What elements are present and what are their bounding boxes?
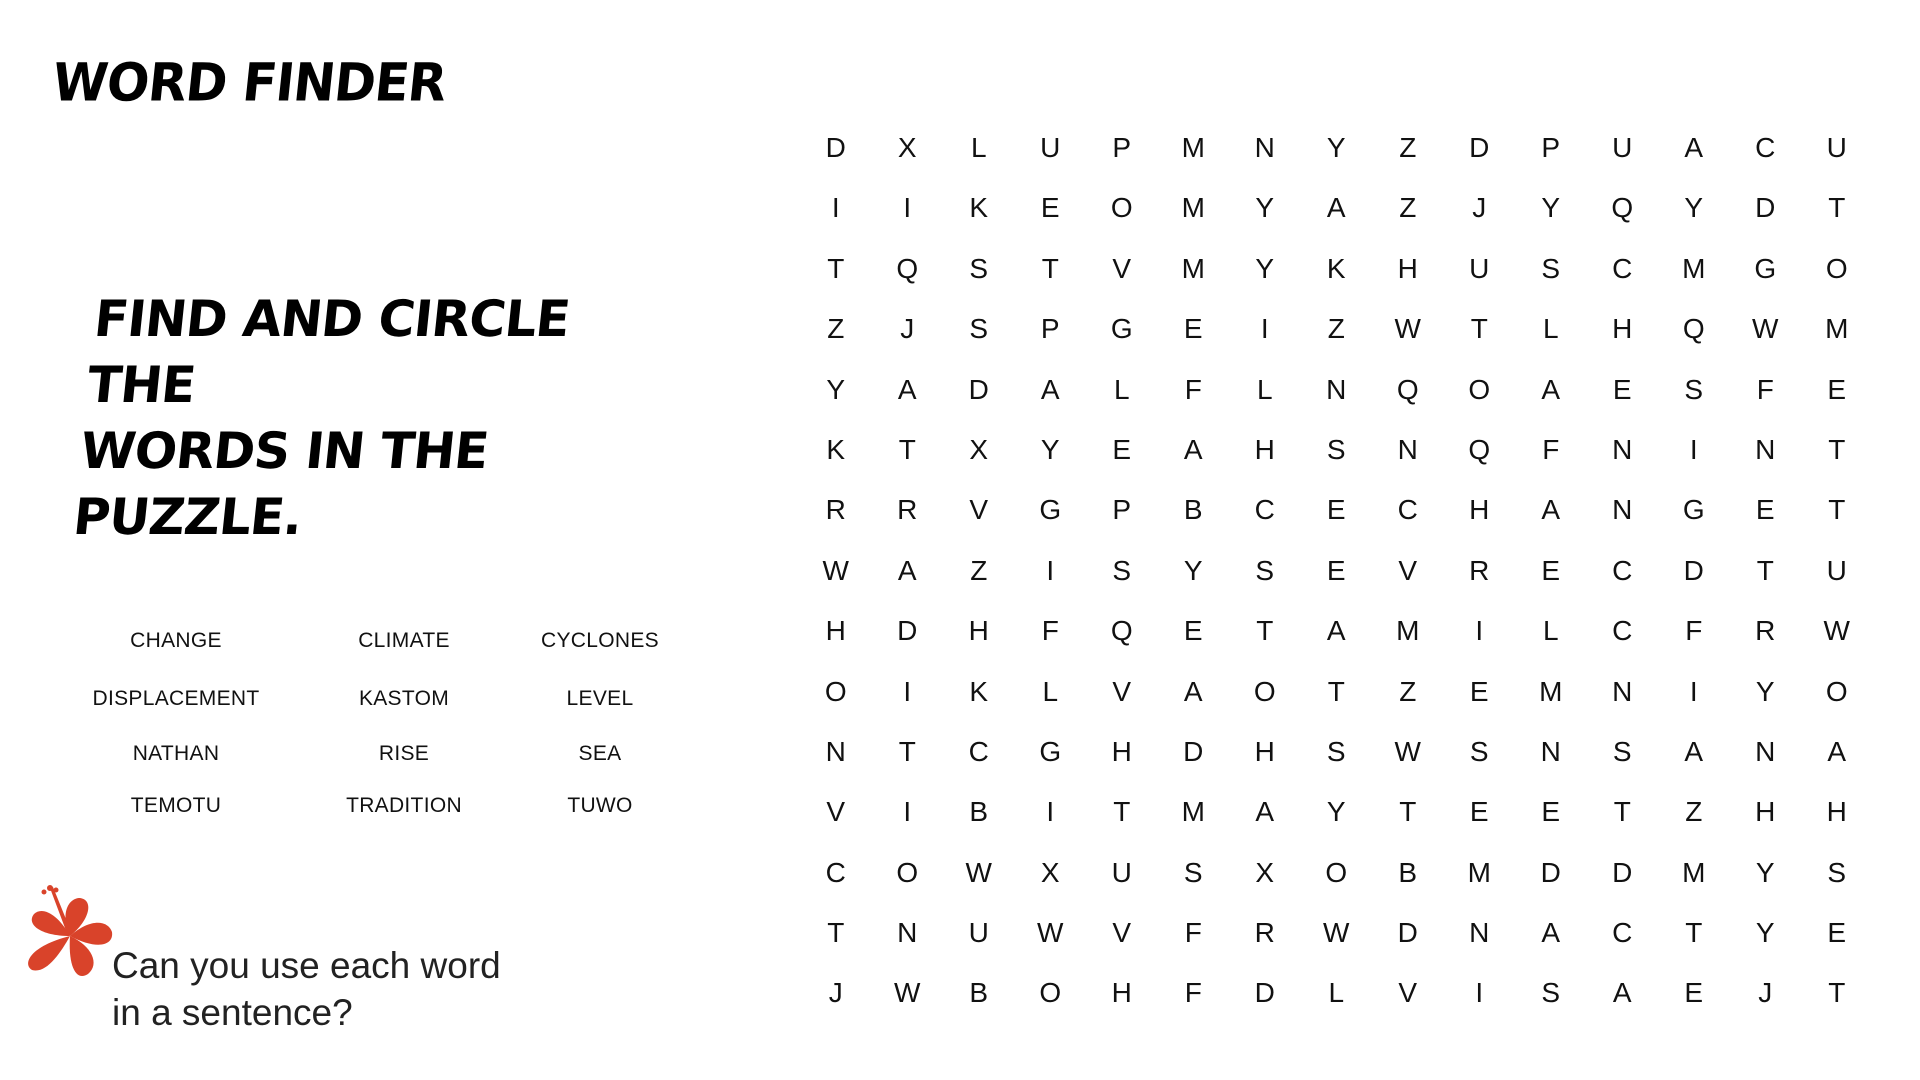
- grid-cell[interactable]: I: [1046, 796, 1055, 828]
- grid-cell[interactable]: N: [825, 735, 846, 767]
- grid-cell[interactable]: V: [826, 796, 846, 828]
- grid-cell[interactable]: W: [1823, 615, 1850, 647]
- grid-cell[interactable]: T: [1113, 796, 1131, 828]
- grid-cell[interactable]: E: [1541, 796, 1561, 828]
- grid-cell[interactable]: U: [1469, 252, 1490, 284]
- grid-cell[interactable]: D: [1540, 856, 1561, 888]
- grid-cell[interactable]: T: [898, 735, 916, 767]
- grid-cell[interactable]: M: [1682, 252, 1706, 284]
- grid-cell[interactable]: D: [1469, 132, 1490, 163]
- grid-cell[interactable]: H: [1612, 313, 1633, 345]
- grid-cell[interactable]: M: [1181, 252, 1205, 284]
- grid-cell[interactable]: T: [827, 917, 845, 949]
- grid-cell[interactable]: P: [1112, 494, 1132, 526]
- grid-cell[interactable]: Z: [1685, 796, 1703, 828]
- grid-cell[interactable]: T: [898, 433, 916, 465]
- grid-cell[interactable]: A: [1684, 735, 1704, 767]
- grid-cell[interactable]: H: [1254, 433, 1275, 465]
- grid-cell[interactable]: E: [1469, 675, 1489, 707]
- grid-cell[interactable]: X: [897, 132, 917, 163]
- grid-cell[interactable]: A: [1326, 192, 1346, 224]
- grid-cell[interactable]: Q: [1396, 373, 1419, 405]
- grid-cell[interactable]: T: [1256, 615, 1274, 647]
- grid-cell[interactable]: C: [1755, 132, 1776, 163]
- grid-cell[interactable]: W: [1323, 917, 1350, 949]
- grid-cell[interactable]: G: [1682, 494, 1705, 526]
- grid-cell[interactable]: I: [1689, 433, 1698, 465]
- word-item: SEA: [578, 742, 622, 765]
- grid-cell[interactable]: F: [1184, 977, 1202, 1009]
- grid-cell[interactable]: H: [968, 615, 989, 647]
- grid-cell[interactable]: W: [1394, 313, 1421, 345]
- grid-cell[interactable]: U: [1612, 132, 1633, 163]
- grid-cell[interactable]: S: [1183, 856, 1203, 888]
- grid-cell[interactable]: T: [1828, 977, 1846, 1009]
- grid-cell[interactable]: F: [1756, 373, 1774, 405]
- grid-cell[interactable]: Y: [1684, 192, 1704, 224]
- grid-cell[interactable]: C: [1612, 615, 1633, 647]
- grid-cell[interactable]: E: [1326, 554, 1346, 586]
- grid-cell[interactable]: A: [1541, 494, 1561, 526]
- word-item: DISPLACEMENT: [92, 687, 260, 710]
- grid-cell[interactable]: H: [1826, 796, 1847, 828]
- grid-cell[interactable]: Z: [970, 554, 988, 586]
- grid-cell[interactable]: T: [1828, 494, 1846, 526]
- hibiscus-icon: [20, 884, 120, 984]
- grid-cell[interactable]: I: [1475, 615, 1484, 647]
- grid-cell[interactable]: W: [822, 554, 849, 586]
- grid-cell[interactable]: A: [1612, 977, 1632, 1009]
- grid-cell[interactable]: T: [827, 252, 845, 284]
- grid-cell[interactable]: F: [1184, 917, 1202, 949]
- grid-cell[interactable]: T: [1327, 675, 1345, 707]
- grid-cell[interactable]: Y: [1255, 252, 1275, 284]
- grid-cell[interactable]: Z: [1399, 675, 1417, 707]
- grid-cell[interactable]: C: [1612, 917, 1633, 949]
- grid-cell[interactable]: U: [1826, 132, 1847, 163]
- grid-cell[interactable]: Y: [1326, 132, 1346, 163]
- grid-cell[interactable]: V: [1398, 554, 1418, 586]
- grid-cell[interactable]: Y: [826, 373, 846, 405]
- grid-cell[interactable]: Y: [1326, 796, 1346, 828]
- grid-cell[interactable]: M: [1467, 856, 1491, 888]
- grid-cell[interactable]: X: [1255, 856, 1275, 888]
- grid-cell[interactable]: B: [969, 977, 989, 1009]
- grid-cell[interactable]: O: [824, 675, 847, 707]
- grid-cell[interactable]: T: [1399, 796, 1417, 828]
- grid-cell[interactable]: Y: [1541, 192, 1561, 224]
- grid-cell[interactable]: E: [1183, 313, 1203, 345]
- grid-cell[interactable]: R: [1755, 615, 1776, 647]
- grid-cell[interactable]: V: [1112, 252, 1132, 284]
- grid-cell[interactable]: O: [1325, 856, 1348, 888]
- grid-cell[interactable]: S: [969, 313, 989, 345]
- grid-cell[interactable]: D: [1254, 977, 1275, 1009]
- grid-cell[interactable]: G: [1039, 494, 1062, 526]
- grid-cell[interactable]: I: [1689, 675, 1698, 707]
- grid-cell[interactable]: H: [1111, 735, 1132, 767]
- grid-cell[interactable]: D: [1755, 192, 1776, 224]
- grid-cell[interactable]: M: [1396, 615, 1420, 647]
- grid-cell[interactable]: J: [900, 313, 915, 345]
- grid-cell[interactable]: Z: [1327, 313, 1345, 345]
- grid-cell[interactable]: I: [831, 192, 840, 224]
- grid-cell[interactable]: L: [1256, 373, 1273, 405]
- grid-cell[interactable]: T: [1685, 917, 1703, 949]
- word-item: LEVEL: [566, 687, 634, 710]
- grid-cell[interactable]: B: [969, 796, 989, 828]
- grid-cell[interactable]: W: [894, 977, 921, 1009]
- grid-cell[interactable]: L: [1542, 615, 1559, 647]
- word-item: CHANGE: [130, 629, 222, 652]
- grid-cell[interactable]: D: [1612, 856, 1633, 888]
- grid-cell[interactable]: A: [1827, 735, 1847, 767]
- word-item: KASTOM: [358, 687, 450, 710]
- grid-cell[interactable]: A: [1326, 615, 1346, 647]
- grid-cell[interactable]: W: [1037, 917, 1064, 949]
- grid-cell[interactable]: E: [1040, 192, 1060, 224]
- word-item: CYCLONES: [541, 629, 659, 652]
- grid-cell[interactable]: D: [825, 132, 846, 163]
- grid-cell[interactable]: Q: [1468, 433, 1491, 465]
- grid-cell[interactable]: E: [1684, 977, 1704, 1009]
- grid-cell[interactable]: W: [1752, 313, 1779, 345]
- grid-cell[interactable]: O: [1253, 675, 1276, 707]
- grid-cell[interactable]: Z: [827, 313, 845, 345]
- grid-cell[interactable]: N: [1612, 433, 1633, 465]
- grid-cell[interactable]: O: [1110, 192, 1133, 224]
- grid-cell[interactable]: S: [1612, 735, 1632, 767]
- grid-cell[interactable]: N: [1397, 433, 1418, 465]
- grid-cell[interactable]: A: [897, 373, 917, 405]
- grid-cell[interactable]: L: [970, 132, 987, 163]
- grid-cell[interactable]: S: [969, 252, 989, 284]
- grid-cell[interactable]: H: [1755, 796, 1776, 828]
- page-title: WORD FINDER: [49, 52, 449, 113]
- grid-cell[interactable]: N: [1254, 132, 1275, 163]
- grid-cell[interactable]: H: [1254, 735, 1275, 767]
- grid-cell[interactable]: I: [1046, 554, 1055, 586]
- word-list: [62, 612, 682, 832]
- grid-cell[interactable]: I: [903, 192, 912, 224]
- grid-cell[interactable]: G: [1110, 313, 1133, 345]
- word-item: CLIMATE: [358, 629, 450, 652]
- grid-cell[interactable]: D: [1183, 735, 1204, 767]
- grid-cell[interactable]: Y: [1255, 192, 1275, 224]
- grid-cell[interactable]: S: [1255, 554, 1275, 586]
- grid-cell[interactable]: C: [1612, 554, 1633, 586]
- grid-cell[interactable]: C: [1612, 252, 1633, 284]
- grid-cell[interactable]: S: [1541, 252, 1561, 284]
- grid-cell[interactable]: E: [1827, 917, 1847, 949]
- grid-cell[interactable]: F: [1041, 615, 1059, 647]
- grid-cell[interactable]: W: [965, 856, 992, 888]
- grid-cell[interactable]: D: [1683, 554, 1704, 586]
- grid-cell[interactable]: Y: [1755, 917, 1775, 949]
- grid-cell[interactable]: G: [1754, 252, 1777, 284]
- grid-cell[interactable]: T: [1756, 554, 1774, 586]
- word-item: TEMOTU: [130, 794, 222, 817]
- grid-cell[interactable]: W: [1394, 735, 1421, 767]
- grid-cell[interactable]: C: [825, 856, 846, 888]
- grid-cell[interactable]: A: [1183, 675, 1203, 707]
- sentence-prompt: [112, 942, 572, 1036]
- grid-cell[interactable]: Y: [1040, 433, 1060, 465]
- grid-cell[interactable]: R: [825, 494, 846, 526]
- grid-cell[interactable]: O: [1825, 675, 1848, 707]
- grid-cell[interactable]: S: [1541, 977, 1561, 1009]
- grid-cell[interactable]: F: [1685, 615, 1703, 647]
- grid-cell[interactable]: D: [968, 373, 989, 405]
- grid-cell[interactable]: Y: [1755, 675, 1775, 707]
- grid-cell[interactable]: E: [1469, 796, 1489, 828]
- grid-cell[interactable]: K: [969, 192, 989, 224]
- grid-cell[interactable]: U: [1826, 554, 1847, 586]
- grid-cell[interactable]: R: [1469, 554, 1490, 586]
- grid-cell[interactable]: I: [903, 675, 912, 707]
- grid-cell[interactable]: U: [1111, 856, 1132, 888]
- grid-cell[interactable]: Y: [1183, 554, 1203, 586]
- grid-cell[interactable]: V: [1112, 917, 1132, 949]
- grid-cell[interactable]: C: [968, 735, 989, 767]
- word-item: TUWO: [567, 794, 633, 817]
- grid-cell[interactable]: V: [1112, 675, 1132, 707]
- grid-cell[interactable]: N: [1326, 373, 1347, 405]
- grid-cell[interactable]: P: [1112, 132, 1132, 163]
- grid-cell[interactable]: N: [1469, 917, 1490, 949]
- grid-cell[interactable]: R: [897, 494, 918, 526]
- instruction-line-2: WORDS IN THE PUZZLE.: [70, 422, 491, 546]
- grid-cell[interactable]: F: [1542, 433, 1560, 465]
- grid-cell[interactable]: V: [969, 494, 989, 526]
- grid-cell[interactable]: H: [825, 615, 846, 647]
- grid-cell[interactable]: E: [1183, 615, 1203, 647]
- grid-cell[interactable]: S: [1112, 554, 1132, 586]
- grid-cell[interactable]: T: [1828, 433, 1846, 465]
- grid-cell[interactable]: E: [1827, 373, 1847, 405]
- grid-cell[interactable]: C: [1397, 494, 1418, 526]
- grid-cell[interactable]: A: [1040, 373, 1060, 405]
- grid-cell[interactable]: D: [1397, 917, 1418, 949]
- grid-cell[interactable]: S: [1684, 373, 1704, 405]
- instruction-line-1: FIND AND CIRCLE THE: [84, 290, 573, 414]
- word-item: NATHAN: [132, 742, 220, 765]
- grid-cell[interactable]: T: [1041, 252, 1059, 284]
- grid-cell[interactable]: A: [897, 554, 917, 586]
- grid-cell[interactable]: O: [1039, 977, 1062, 1009]
- grid-cell[interactable]: M: [1181, 796, 1205, 828]
- grid-cell[interactable]: L: [1542, 313, 1559, 345]
- grid-cell[interactable]: O: [896, 856, 919, 888]
- grid-cell[interactable]: M: [1539, 675, 1563, 707]
- grid-cell[interactable]: J: [1758, 977, 1773, 1009]
- grid-cell[interactable]: N: [1612, 494, 1633, 526]
- grid-cell[interactable]: N: [1612, 675, 1633, 707]
- grid-cell[interactable]: J: [828, 977, 843, 1009]
- grid-cell[interactable]: H: [1111, 977, 1132, 1009]
- word-item: RISE: [378, 742, 430, 765]
- grid-cell[interactable]: N: [897, 917, 918, 949]
- grid-cell[interactable]: H: [1397, 252, 1418, 284]
- grid-cell[interactable]: E: [1612, 373, 1632, 405]
- instruction-text: [70, 286, 658, 550]
- grid-cell[interactable]: I: [903, 796, 912, 828]
- grid-cell[interactable]: Z: [1399, 132, 1417, 163]
- grid-cell[interactable]: P: [1040, 313, 1060, 345]
- grid-cell[interactable]: M: [1181, 192, 1205, 224]
- grid-cell[interactable]: J: [1472, 192, 1487, 224]
- grid-cell[interactable]: K: [1326, 252, 1346, 284]
- grid-cell[interactable]: T: [1613, 796, 1631, 828]
- grid-cell[interactable]: Q: [1682, 313, 1705, 345]
- grid-cell[interactable]: O: [1825, 252, 1848, 284]
- grid-cell[interactable]: I: [1260, 313, 1269, 345]
- grid-cell[interactable]: V: [1398, 977, 1418, 1009]
- word-item: TRADITION: [346, 794, 462, 817]
- grid-cell[interactable]: M: [1825, 313, 1849, 345]
- grid-cell[interactable]: T: [1828, 192, 1846, 224]
- grid-cell[interactable]: A: [1684, 132, 1704, 163]
- grid-cell[interactable]: O: [1468, 373, 1491, 405]
- grid-cell[interactable]: Q: [1611, 192, 1634, 224]
- grid-cell[interactable]: A: [1541, 373, 1561, 405]
- grid-cell[interactable]: N: [1755, 433, 1776, 465]
- grid-cell[interactable]: F: [1184, 373, 1202, 405]
- grid-cell[interactable]: B: [1183, 494, 1203, 526]
- grid-cell[interactable]: G: [1039, 735, 1062, 767]
- prompt-line-1: Can you use each word: [112, 945, 501, 986]
- grid-cell[interactable]: E: [1541, 554, 1561, 586]
- grid-cell[interactable]: M: [1682, 856, 1706, 888]
- grid-cell[interactable]: L: [1113, 373, 1130, 405]
- grid-cell[interactable]: Z: [1399, 192, 1417, 224]
- grid-cell[interactable]: H: [1469, 494, 1490, 526]
- grid-cell[interactable]: S: [1469, 735, 1489, 767]
- grid-cell[interactable]: U: [968, 917, 989, 949]
- grid-cell[interactable]: T: [1470, 313, 1488, 345]
- grid-cell[interactable]: S: [1827, 856, 1847, 888]
- grid-cell[interactable]: K: [969, 675, 989, 707]
- grid-cell[interactable]: E: [1112, 433, 1132, 465]
- grid-cell[interactable]: E: [1755, 494, 1775, 526]
- grid-cell[interactable]: S: [1326, 735, 1346, 767]
- grid-cell[interactable]: I: [1475, 977, 1484, 1009]
- grid-cell[interactable]: D: [897, 615, 918, 647]
- grid-cell[interactable]: M: [1181, 132, 1205, 163]
- grid-cell[interactable]: A: [1255, 796, 1275, 828]
- grid-cell[interactable]: A: [1541, 917, 1561, 949]
- grid-cell[interactable]: C: [1254, 494, 1275, 526]
- grid-cell[interactable]: X: [1040, 856, 1060, 888]
- grid-cell[interactable]: N: [1755, 735, 1776, 767]
- grid-cell[interactable]: N: [1540, 735, 1561, 767]
- grid-cell[interactable]: Q: [896, 252, 919, 284]
- grid-cell[interactable]: R: [1254, 917, 1275, 949]
- prompt-line-2: in a sentence?: [112, 992, 353, 1033]
- grid-cell[interactable]: Q: [1110, 615, 1133, 647]
- grid-cell[interactable]: B: [1398, 856, 1418, 888]
- grid-cell[interactable]: L: [1328, 977, 1345, 1009]
- grid-cell[interactable]: P: [1541, 132, 1561, 163]
- grid-cell[interactable]: K: [826, 433, 846, 465]
- grid-cell[interactable]: E: [1326, 494, 1346, 526]
- grid-cell[interactable]: L: [1042, 675, 1059, 707]
- grid-cell[interactable]: A: [1183, 433, 1203, 465]
- grid-cell[interactable]: Y: [1755, 856, 1775, 888]
- grid-cell[interactable]: S: [1326, 433, 1346, 465]
- grid-cell[interactable]: X: [969, 433, 989, 465]
- grid-cell[interactable]: U: [1040, 132, 1061, 163]
- letter-grid: [800, 118, 1873, 1024]
